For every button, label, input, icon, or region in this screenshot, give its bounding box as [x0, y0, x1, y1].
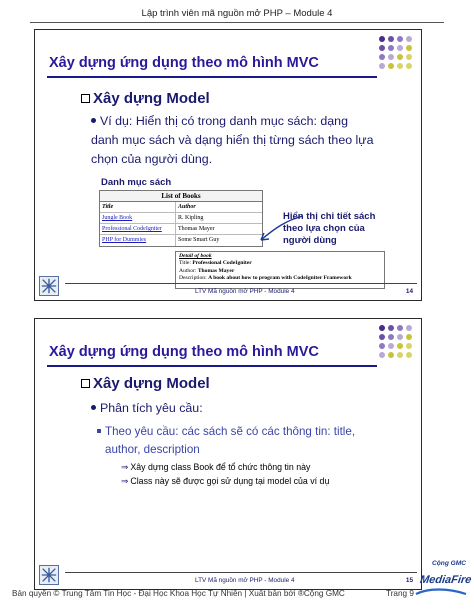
- slide-number: 15: [405, 577, 413, 584]
- footer-rule: [65, 572, 417, 573]
- book-author: R. Kipling: [178, 215, 204, 221]
- table-header-row: [100, 202, 262, 213]
- page-footer: Bản quyền © Trung Tâm Tin Học - Đại Học Khoa Học Tự Nhiên | Xuất bản bởi ®Cộng GMC: [12, 589, 345, 598]
- arrow-item: ⇒ Class này sẽ được gọi sử dụng tại model của ví dụ: [121, 476, 330, 486]
- slide-title: Xây dựng ứng dụng theo mô hình MVC: [49, 55, 319, 71]
- decorative-dot: [388, 352, 394, 358]
- decorative-dot: [397, 36, 403, 42]
- book-author: Thomas Mayer: [178, 226, 215, 232]
- decorative-dot: [388, 63, 394, 69]
- slide-14: [34, 29, 422, 301]
- detail-heading: Detail of book: [179, 253, 212, 259]
- slide-heading: Xây dựng Model: [81, 375, 210, 392]
- decorative-dot: [397, 54, 403, 60]
- table-caption: List of Books: [100, 191, 262, 202]
- detail-description: Description: A book about how to program with CodeIgniter Framework: [179, 275, 352, 282]
- label-book-detail: Hiển thị chi tiết sách theo lựa chọn của người dùng: [283, 211, 376, 246]
- square-bullet-icon: [97, 429, 101, 433]
- bullet-line: Phân tích yêu cầu:: [100, 401, 203, 415]
- bullet-dot-icon: [91, 118, 96, 123]
- arrow-item: ⇒ Xây dựng class Book để tổ chức thông tin này: [121, 462, 311, 472]
- decorative-dot: [397, 45, 403, 51]
- bullet-line: chọn của người dùng.: [91, 152, 213, 166]
- slide-heading: Xây dựng Model: [81, 90, 210, 107]
- decorative-dot: [397, 352, 403, 358]
- swoosh-icon: [414, 586, 468, 598]
- checkbox-bullet-icon: [81, 379, 90, 388]
- bullet-paragraph: [91, 399, 391, 418]
- decorative-dot: [388, 334, 394, 340]
- decorative-dot: [406, 325, 412, 331]
- footer-rule: [65, 283, 417, 284]
- table-row: [100, 213, 262, 224]
- sub-bullet: Theo yêu cầu: các sách sẽ có các thông tin: title, author, description: [97, 423, 407, 459]
- book-title-link[interactable]: Jungle Book: [100, 213, 176, 223]
- decorative-dot: [397, 343, 403, 349]
- book-author: Some Smart Guy: [178, 237, 220, 243]
- right-arrow-icon: ⇒: [121, 476, 129, 486]
- decorative-dot: [379, 45, 385, 51]
- page-header: Lập trình viên mã nguồn mở PHP – Module 4: [141, 8, 333, 19]
- slide-number: 14: [405, 288, 413, 295]
- decorative-dot: [388, 54, 394, 60]
- decorative-dot: [379, 334, 385, 340]
- decorative-dot: [379, 325, 385, 331]
- detail-author: Author: Thomas Mayer: [179, 267, 235, 274]
- logo-icon: [39, 565, 59, 585]
- table-row: [100, 235, 262, 246]
- decorative-dot: [397, 334, 403, 340]
- column-header: Author: [178, 204, 196, 210]
- decorative-dot: [379, 36, 385, 42]
- decorative-dot: [397, 325, 403, 331]
- bullet-line: Ví dụ: Hiển thị có trong danh mục sách: dạng: [100, 114, 348, 128]
- title-rule: [47, 365, 377, 367]
- checkbox-bullet-icon: [81, 94, 90, 103]
- decorative-dots: [379, 36, 415, 72]
- bullet-dot-icon: [91, 405, 96, 410]
- bullet-line: danh mục sách và dạng hiển thị từng sách theo lựa: [91, 133, 374, 147]
- decorative-dot: [379, 63, 385, 69]
- books-table: [99, 190, 263, 247]
- decorative-dot: [406, 352, 412, 358]
- decorative-dot: [397, 63, 403, 69]
- decorative-dot: [406, 45, 412, 51]
- decorative-dot: [379, 343, 385, 349]
- decorative-dots: [379, 325, 415, 361]
- page-number: Trang 9: [386, 589, 414, 598]
- column-header: Title: [100, 202, 176, 212]
- decorative-dot: [388, 45, 394, 51]
- slide-title: Xây dựng ứng dụng theo mô hình MVC: [49, 344, 319, 360]
- slide-footer: LTV Mã nguồn mở PHP - Module 4: [195, 288, 295, 295]
- decorative-dot: [388, 325, 394, 331]
- decorative-dot: [379, 352, 385, 358]
- right-arrow-icon: ⇒: [121, 462, 129, 472]
- slide-footer: LTV Mã nguồn mở PHP - Module 4: [195, 577, 295, 584]
- decorative-dot: [406, 36, 412, 42]
- watermark-top: Cộng GMC: [432, 560, 467, 567]
- decorative-dot: [406, 343, 412, 349]
- watermark-main: MediaFire: [419, 574, 473, 586]
- label-book-list: Danh mục sách: [101, 177, 172, 188]
- decorative-dot: [388, 36, 394, 42]
- title-rule: [47, 76, 377, 78]
- slide-15: [34, 318, 422, 590]
- logo-icon: [39, 276, 59, 296]
- bullet-paragraph: [91, 112, 391, 169]
- decorative-dot: [406, 334, 412, 340]
- detail-title: Title: Professional CodeIgniter: [179, 260, 252, 267]
- decorative-dot: [406, 63, 412, 69]
- table-row: [100, 224, 262, 235]
- book-title-link[interactable]: PHP for Dummies: [100, 235, 176, 246]
- page-header-rule: [30, 22, 444, 23]
- mediafire-watermark: [414, 560, 473, 604]
- book-title-link[interactable]: Professional CodeIgniter: [100, 224, 176, 234]
- decorative-dot: [406, 54, 412, 60]
- decorative-dot: [379, 54, 385, 60]
- decorative-dot: [388, 343, 394, 349]
